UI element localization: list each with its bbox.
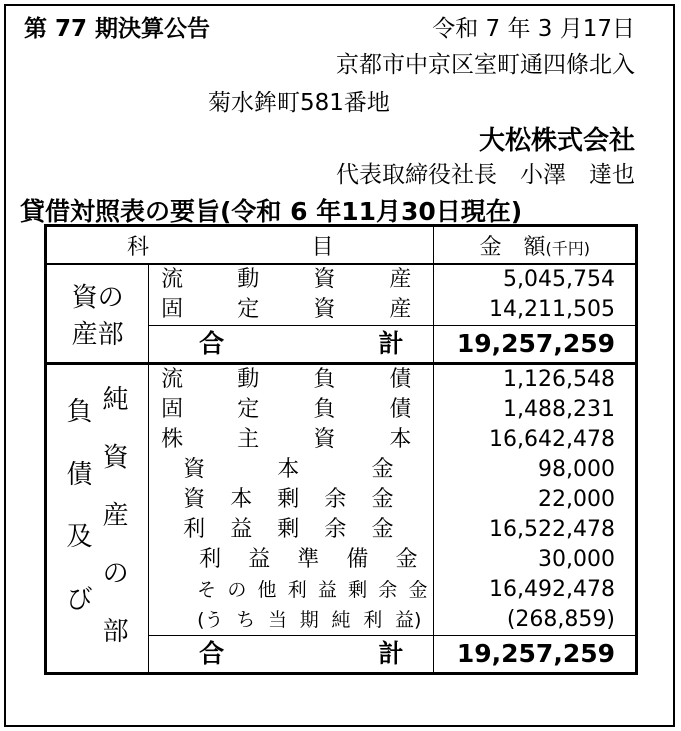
balance-sheet-table <box>44 224 638 675</box>
liabilities-group-label <box>46 364 149 674</box>
group-char: 純 <box>102 385 129 415</box>
label-char: 準 <box>297 547 320 572</box>
label-char: 流 <box>161 267 184 292</box>
label-char: 他 <box>257 579 277 601</box>
assets-group-line: 産部 <box>71 319 124 350</box>
label-char: 定 <box>237 397 260 422</box>
label-char: 合 <box>199 639 225 668</box>
label-char: 金 <box>371 457 394 482</box>
label-char: 金 <box>371 517 394 542</box>
label-char: 金 <box>395 547 418 572</box>
row-label <box>149 485 434 515</box>
label-char: 固 <box>161 397 184 422</box>
total-amount: 19,257,259 <box>434 636 637 674</box>
label-char: (う <box>197 609 224 631</box>
label-char: 金 <box>408 579 428 601</box>
row-label <box>149 395 434 425</box>
label-char: 定 <box>237 297 260 322</box>
label-char: 産 <box>389 267 412 292</box>
label-char: の <box>227 579 247 601</box>
label-char: 計 <box>378 329 404 358</box>
row-label <box>149 515 434 545</box>
group-char: 資 <box>102 443 129 473</box>
group-char: 産 <box>102 501 129 531</box>
label-char: 動 <box>237 367 260 392</box>
header-amount <box>434 226 637 265</box>
label-char: そ <box>197 579 217 601</box>
label-char: 本 <box>277 457 300 482</box>
label-char: 負 <box>313 367 336 392</box>
row-amount: 22,000 <box>538 487 615 512</box>
row-amount: 5,045,754 <box>503 267 615 292</box>
row-amount: 30,000 <box>538 547 615 572</box>
row-label <box>149 455 434 485</box>
group-char: 部 <box>102 617 129 647</box>
label-char: ち <box>236 609 256 631</box>
label-char: 産 <box>389 297 412 322</box>
row-label <box>149 364 434 396</box>
group-char: 負 <box>66 397 93 428</box>
notice-date: 令和 7 年 3 月17日 <box>432 16 635 42</box>
company-name: 大松株式会社 <box>478 126 635 156</box>
header-unit: (千円) <box>545 238 590 258</box>
group-char: の <box>102 559 129 589</box>
label-char: 動 <box>237 267 260 292</box>
label-char: 剰 <box>348 579 368 601</box>
label-char: 余 <box>324 517 347 542</box>
label-char: 余 <box>378 579 398 601</box>
label-char: 利 <box>363 609 383 631</box>
label-char: 株 <box>161 427 184 452</box>
label-char: 主 <box>237 427 260 452</box>
label-char: 資 <box>183 457 206 482</box>
total-label <box>149 326 434 364</box>
label-char: 利 <box>183 517 206 542</box>
row-amount: (268,859) <box>506 607 615 632</box>
row-amount: 16,492,478 <box>489 577 615 602</box>
label-char: 益 <box>230 517 253 542</box>
label-char: 純 <box>331 609 351 631</box>
label-char: 負 <box>313 397 336 422</box>
row-label <box>149 605 434 636</box>
label-char: 流 <box>161 367 184 392</box>
row-amount: 1,488,231 <box>503 397 615 422</box>
label-char: 期 <box>299 609 319 631</box>
header-account <box>46 226 434 265</box>
table-row <box>46 364 637 396</box>
assets-group-line: 資の <box>71 282 124 313</box>
row-label <box>149 425 434 455</box>
label-char: 資 <box>313 427 336 452</box>
label-char: 利 <box>287 579 307 601</box>
label-char: 固 <box>161 297 184 322</box>
label-char: 利 <box>199 547 222 572</box>
address-line-2: 菊水鉾町581番地 <box>208 90 390 116</box>
notice-title: 第 77 期決算公告 <box>24 16 211 42</box>
row-amount: 1,126,548 <box>503 367 615 392</box>
total-amount: 19,257,259 <box>434 326 637 364</box>
header-account-char: 目 <box>311 234 334 260</box>
row-label <box>149 575 434 605</box>
label-char: 剰 <box>277 517 300 542</box>
group-char: び <box>66 584 93 615</box>
label-char: 本 <box>389 427 412 452</box>
header-amount-label: 金 額 <box>479 234 546 260</box>
group-char: 債 <box>66 459 93 490</box>
label-char: 本 <box>230 487 253 512</box>
total-label <box>149 636 434 674</box>
representative: 代表取締役社長 小澤 達也 <box>336 162 635 188</box>
label-char: 資 <box>183 487 206 512</box>
row-amount: 16,642,478 <box>489 427 615 452</box>
row-label <box>149 545 434 575</box>
address-line-1: 京都市中京区室町通四條北入 <box>336 52 635 78</box>
row-amount: 14,211,505 <box>489 297 615 322</box>
label-char: 合 <box>199 329 225 358</box>
label-char: 剰 <box>277 487 300 512</box>
balance-sheet-subtitle: 貸借対照表の要旨(令和 6 年11月30日現在) <box>20 197 523 226</box>
row-amount: 98,000 <box>538 457 615 482</box>
assets-group-label <box>46 264 149 364</box>
label-char: 資 <box>313 297 336 322</box>
row-label <box>149 264 434 295</box>
group-char: 及 <box>66 522 93 553</box>
label-char: 備 <box>346 547 369 572</box>
label-char: 益 <box>317 579 337 601</box>
row-amount: 16,522,478 <box>489 517 615 542</box>
table-header-row <box>46 226 637 265</box>
label-char: 余 <box>324 487 347 512</box>
label-char: 債 <box>389 367 412 392</box>
table-row <box>46 264 637 295</box>
label-char: 債 <box>389 397 412 422</box>
label-char: 金 <box>371 487 394 512</box>
label-char: 当 <box>268 609 288 631</box>
label-char: 益 <box>248 547 271 572</box>
label-char: 資 <box>313 267 336 292</box>
label-char: 益) <box>395 609 422 631</box>
row-label <box>149 295 434 326</box>
label-char: 計 <box>378 639 404 668</box>
header-account-char: 科 <box>127 234 150 260</box>
